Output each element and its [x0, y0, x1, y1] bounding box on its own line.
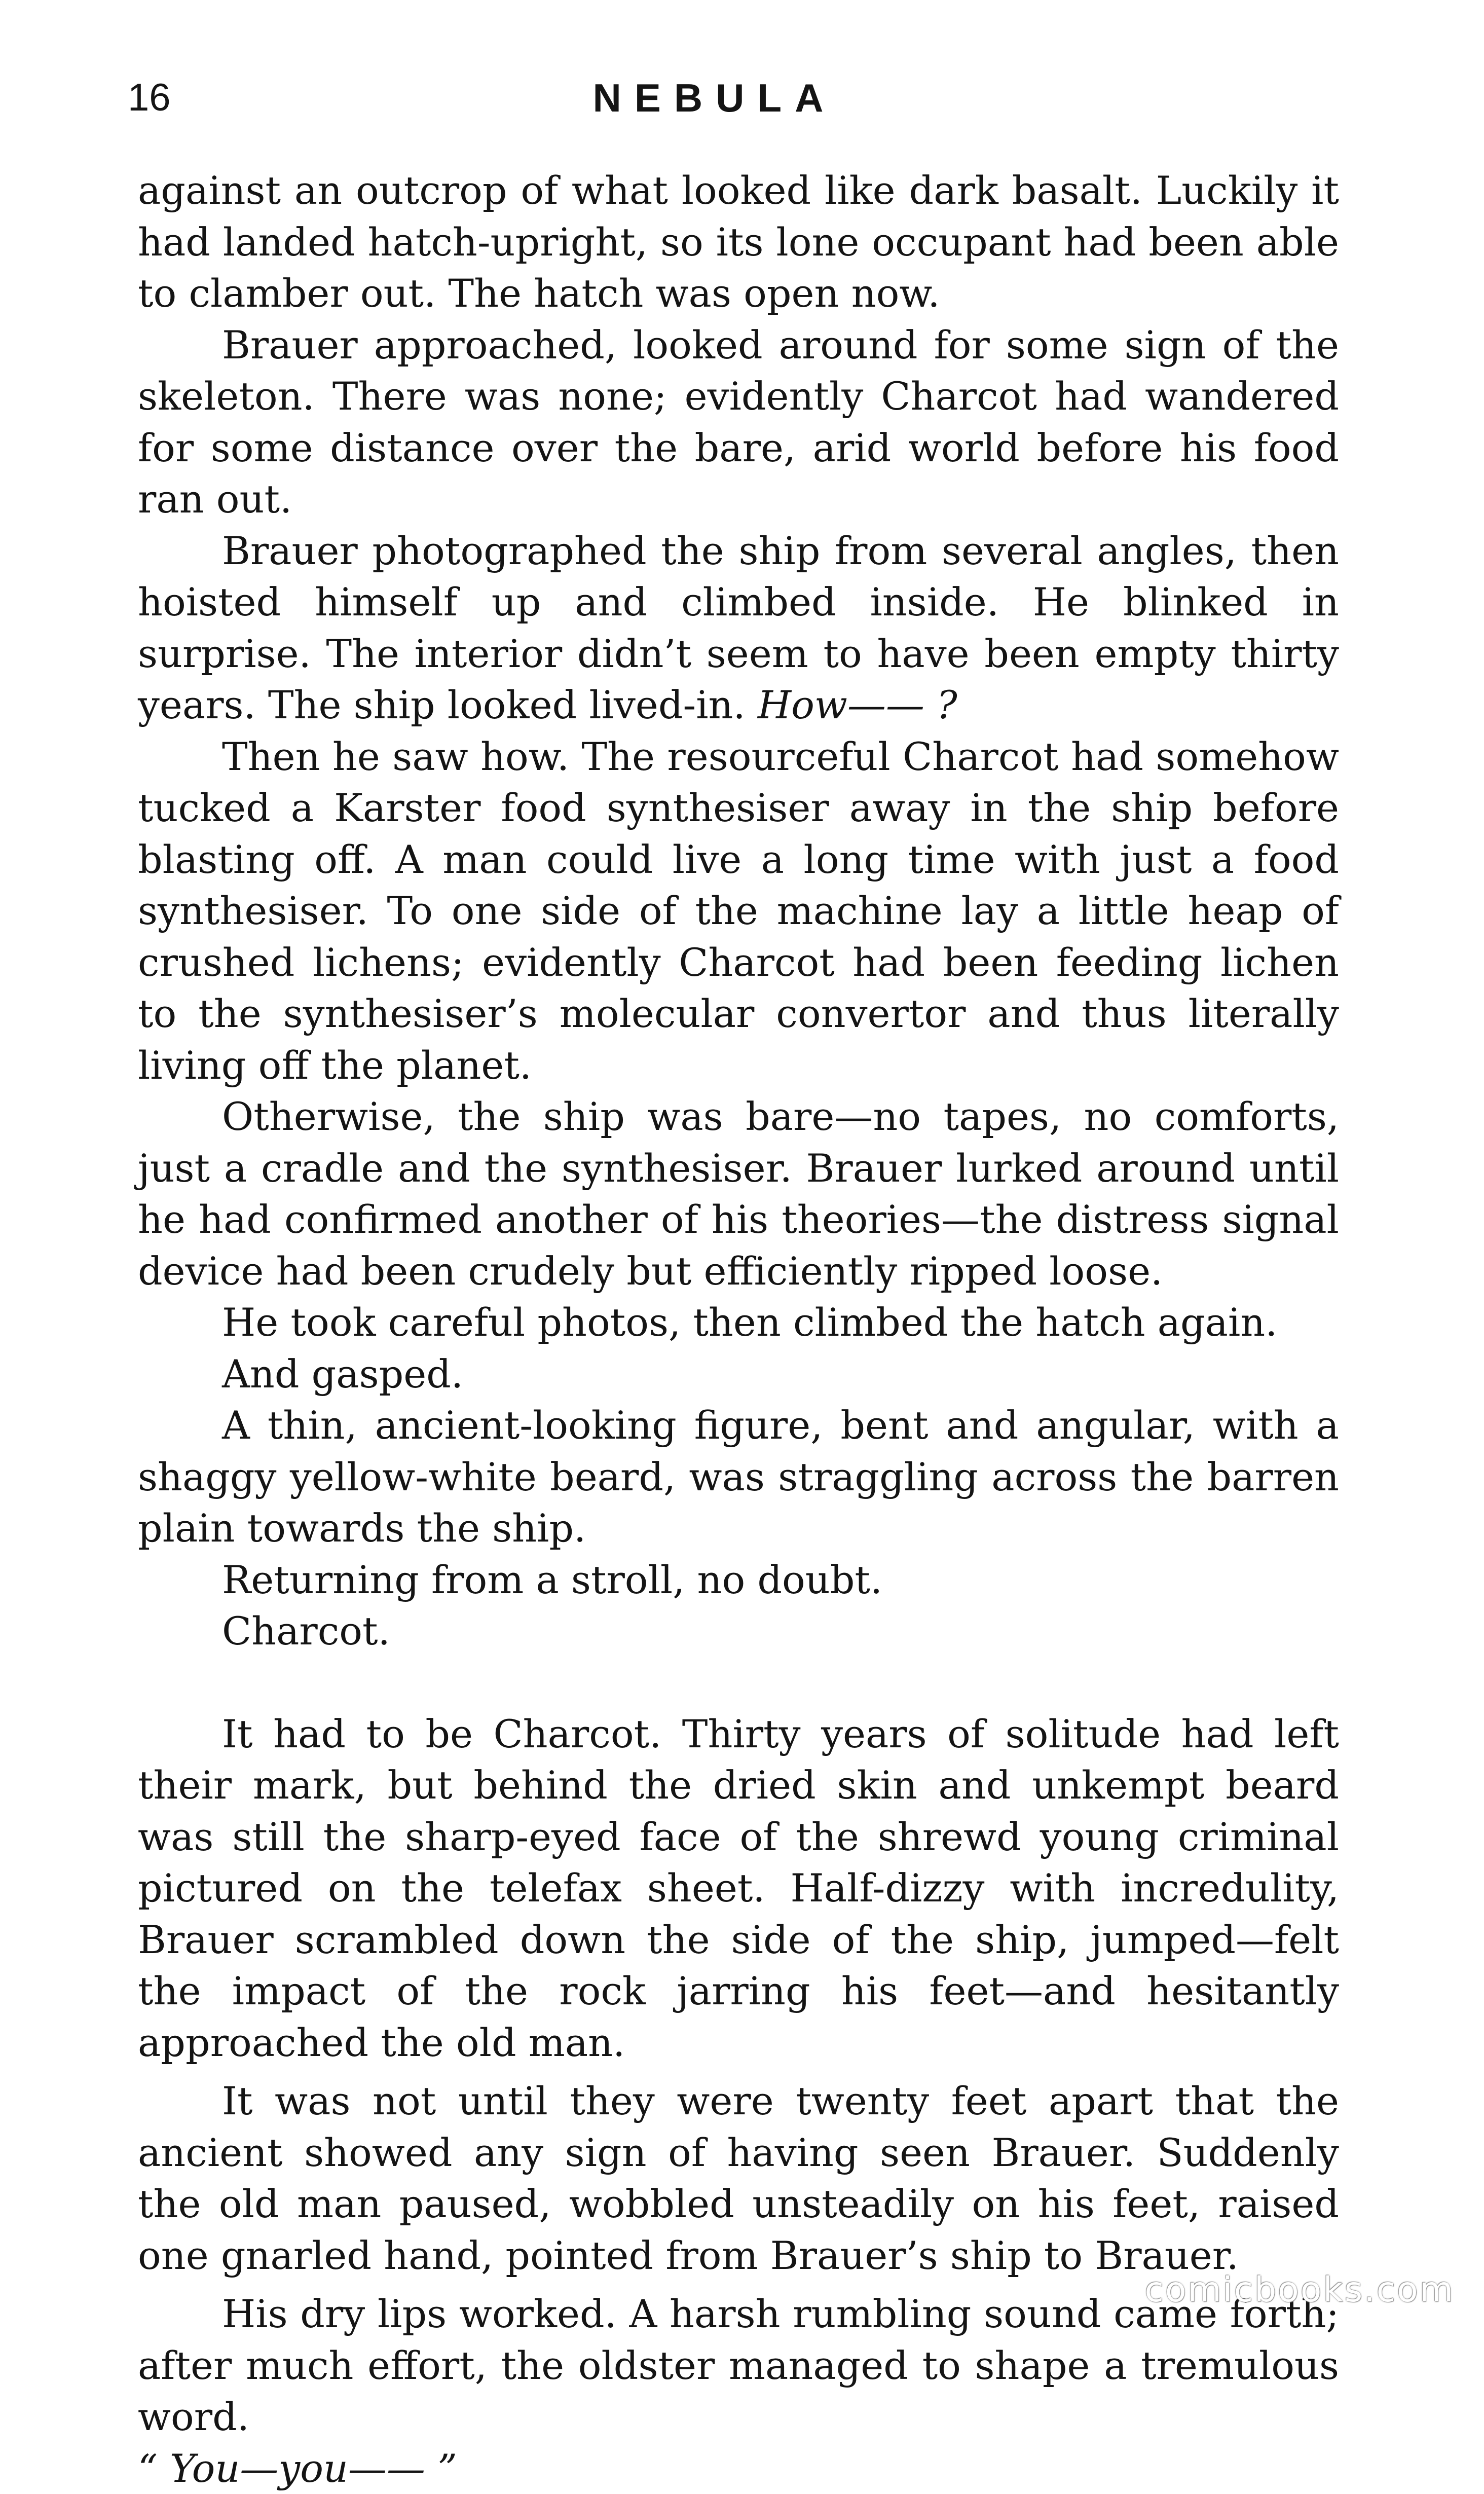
paragraph-6-text: He took careful photos, then climbed the hatch again.	[222, 1300, 1277, 1345]
story-text	[138, 165, 1339, 2494]
running-head	[0, 70, 1484, 126]
paragraph-11	[138, 1708, 1339, 2069]
paragraph-2	[138, 319, 1339, 525]
paragraph-5-text: Otherwise, the ship was bare—no tapes, no comforts, just a cradle and the synthesiser. Brauer lurked around until he had confirmed another of his theories—the distress signal device had been crudely but efficiently ripped loose.	[138, 1094, 1339, 1294]
paragraph-7-text: And gasped.	[222, 1351, 463, 1397]
paragraph-1	[138, 165, 1339, 319]
paragraph-9-text: Returning from a stroll, no doubt.	[222, 1557, 882, 1602]
paragraph-6	[138, 1297, 1339, 1348]
paragraph-2-text: Brauer approached, looked around for some sign of the skeleton. There was none; evidently Charcot had wandered for some distance over the bare, arid world before his food ran out.	[138, 322, 1339, 522]
italic-you: “ You—you—— ”	[138, 2446, 457, 2491]
paragraph-1-text: against an outcrop of what looked like dark basalt. Luckily it had landed hatch-upright, so its lone occupant had been able to clamber out. The hatch was open now.	[138, 168, 1339, 316]
paragraph-4	[138, 731, 1339, 1091]
paragraph-3	[138, 525, 1339, 731]
paragraph-8-text: A thin, ancient-looking figure, bent and angular, with a shaggy yellow-white beard, was straggling across the barren plain towards the ship.	[138, 1403, 1339, 1551]
paragraph-10	[138, 1605, 1339, 1657]
watermark: comicbooks.com	[1144, 2270, 1455, 2310]
closing-line	[138, 2443, 1339, 2494]
paragraph-13	[138, 2288, 1339, 2443]
paragraph-13-text: His dry lips worked. A harsh rumbling sound came forth; after much effort, the oldster managed to shape a tremulous word.	[138, 2291, 1339, 2439]
paragraph-11-text: It had to be Charcot. Thirty years of solitude had left their mark, but behind the dried skin and unkempt beard was still the sharp-eyed face of the shrewd young criminal pictured on the telefax sheet. Half-dizzy with incredulity, Brauer scrambled down the side of the ship, jumped—felt the impact of the rock jarring his feet—and hesitantly approached the old man.	[138, 1711, 1339, 2065]
magazine-title: NEBULA	[558, 70, 872, 126]
paragraph-8	[138, 1400, 1339, 1554]
paragraph-4-text: Then he saw how. The resourceful Charcot had somehow tucked a Karster food synthesiser away in the ship before blasting off. A man could live a long time with just a food synthesiser. To one side of the machine lay a little heap of crushed lichens; evidently Charcot had been feeding lichen to the synthesiser’s molecular convertor and thus literally living off the planet.	[138, 734, 1339, 1088]
paragraph-12-text: It was not until they were twenty feet apart that the ancient showed any sign of having seen Brauer. Suddenly the old man paused, wobbled unsteadily on his feet, raised one gnarled hand, pointed from Brauer’s ship to Brauer.	[138, 2078, 1339, 2278]
paragraph-3-text: Brauer photographed the ship from several angles, then hoisted himself up and climbed inside. He blinked in surprise. The interior didn’t seem to have been empty thirty years. The ship looked lived-in.	[138, 528, 1339, 728]
paragraph-12	[138, 2075, 1339, 2281]
paragraph-10-text: Charcot.	[222, 1608, 390, 1654]
italic-how: How—— ?	[758, 682, 957, 727]
paragraph-9	[138, 1554, 1339, 1606]
page-number: 16	[128, 70, 171, 126]
paragraph-7	[138, 1348, 1339, 1400]
paragraph-5	[138, 1091, 1339, 1297]
